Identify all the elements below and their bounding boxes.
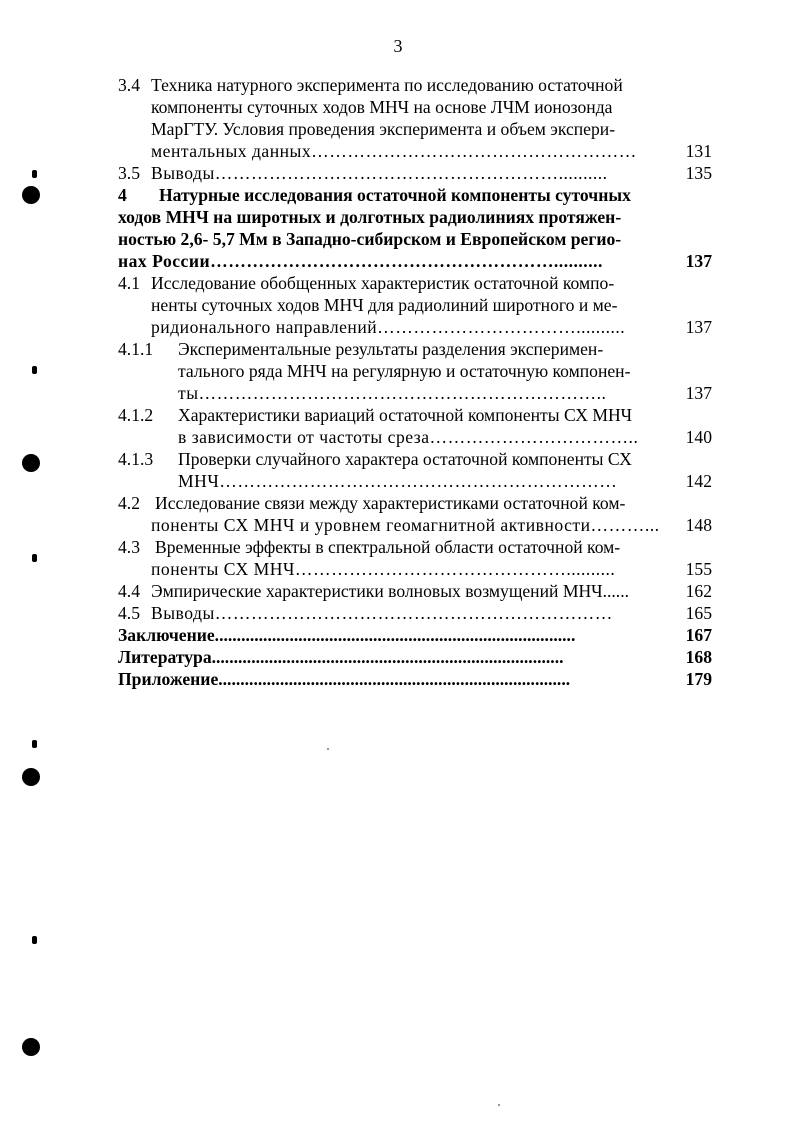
toc-line: Исследование связи между характеристиками остаточной ком- bbox=[155, 493, 626, 513]
scan-speck bbox=[498, 1104, 500, 1106]
toc-entry-page: 135 bbox=[685, 163, 712, 183]
toc-line: Техника натурного эксперимента по исследованию остаточной bbox=[151, 75, 623, 95]
toc-entry-page: 168 bbox=[685, 647, 712, 667]
toc-entry-title bbox=[118, 338, 712, 404]
toc-line: Выводы………………………………………………………… bbox=[151, 603, 613, 623]
toc-line: ментальных данных……………………………………………… bbox=[151, 141, 637, 161]
toc-entry-4-5 bbox=[118, 602, 712, 624]
toc-line: Характеристики вариаций остаточной компоненты СХ МНЧ bbox=[178, 405, 633, 425]
toc-line: поненты СХ МНЧ……………………………………….......... bbox=[151, 559, 616, 579]
binder-hole bbox=[22, 454, 40, 472]
toc-entry-4-3 bbox=[118, 536, 712, 580]
toc-entry-number: 4.1 bbox=[118, 273, 140, 293]
toc-entry-page: 165 bbox=[685, 603, 712, 623]
toc-entry-title bbox=[118, 624, 712, 646]
toc-entry-title bbox=[118, 74, 712, 162]
toc-entry-title bbox=[118, 272, 712, 338]
toc-entry-page: 140 bbox=[685, 427, 712, 447]
toc-line: Исследование обобщенных характеристик остаточной компо- bbox=[151, 273, 615, 293]
binder-hole bbox=[22, 1038, 40, 1056]
toc-entry-4-1-2 bbox=[118, 404, 712, 448]
toc-line: ридионального направлений…………………………….......... bbox=[151, 317, 626, 337]
scan-mark bbox=[32, 740, 37, 748]
toc-entry-4-1 bbox=[118, 272, 712, 338]
scan-speck bbox=[327, 748, 329, 750]
toc-entry-4-1-1 bbox=[118, 338, 712, 404]
toc-line: тального ряда МНЧ на регулярную и остаточную компонен- bbox=[178, 361, 631, 381]
toc-entry-title bbox=[118, 646, 712, 668]
toc-entry-title bbox=[118, 668, 712, 690]
toc-entry-page: 137 bbox=[685, 383, 712, 403]
toc-entry-number: 4.4 bbox=[118, 581, 140, 601]
binder-hole bbox=[22, 768, 40, 786]
scan-mark bbox=[32, 366, 37, 374]
toc-line: Экспериментальные результаты разделения эксперимен- bbox=[178, 339, 604, 359]
toc-entry-number: 4 bbox=[118, 185, 127, 205]
toc-entry-number: 4.2 bbox=[118, 493, 140, 513]
toc-entry-title bbox=[118, 184, 712, 272]
toc-line: Заключение.................................................................................. bbox=[118, 625, 576, 645]
toc-line: Временные эффекты в спектральной области остаточной ком- bbox=[155, 537, 621, 557]
toc-line: ты………………………………………………………….. bbox=[178, 383, 607, 403]
scan-mark bbox=[32, 170, 37, 178]
toc-line: Натурные исследования остаточной компоненты суточных bbox=[159, 185, 631, 205]
toc-entry-appendix bbox=[118, 668, 712, 690]
toc-entry-page: 142 bbox=[685, 471, 712, 491]
toc-entry-page: 167 bbox=[685, 625, 712, 645]
toc-entry-title bbox=[118, 602, 712, 624]
toc-entry-page: 148 bbox=[685, 515, 712, 535]
toc-line: Проверки случайного характера остаточной компоненты СХ bbox=[178, 449, 632, 469]
toc-line: Эмпирические характеристики волновых возмущений МНЧ...... bbox=[151, 581, 630, 601]
toc-line: компоненты суточных ходов МНЧ на основе ЛЧМ ионозонда bbox=[151, 97, 613, 117]
toc-entry-title bbox=[118, 404, 712, 448]
toc-entry-4 bbox=[118, 184, 712, 272]
toc-entry-3-4 bbox=[118, 74, 712, 162]
toc-entry-page: 179 bbox=[685, 669, 712, 689]
toc-line: ненты суточных ходов МНЧ для радиолиний широтного и ме- bbox=[151, 295, 618, 315]
toc-entry-number: 4.1.3 bbox=[118, 449, 154, 469]
toc-entry-4-1-3 bbox=[118, 448, 712, 492]
toc-entry-page: 131 bbox=[685, 141, 712, 161]
toc-entry-page: 162 bbox=[685, 581, 712, 601]
scan-mark bbox=[32, 936, 37, 944]
toc-line: в зависимости от частоты среза…………………………….. bbox=[178, 427, 639, 447]
toc-line: нах России………………………………………………….......... bbox=[118, 251, 603, 271]
toc-line: Литература................................................................................ bbox=[118, 647, 564, 667]
toc-entry-page: 137 bbox=[685, 251, 712, 271]
toc-entry-number: 4.1.1 bbox=[118, 339, 154, 359]
binder-hole bbox=[22, 186, 40, 204]
toc-entry-number: 4.5 bbox=[118, 603, 140, 623]
toc-entry-number: 3.5 bbox=[118, 163, 140, 183]
toc-line: Выводы………………………………………………….......... bbox=[151, 163, 608, 183]
scan-mark bbox=[32, 554, 37, 562]
toc-entry-title bbox=[118, 536, 712, 580]
toc-line: ностью 2,6- 5,7 Мм в Западно-сибирском и Европейском регио- bbox=[118, 229, 622, 249]
toc-line: Приложение................................................................................ bbox=[118, 669, 571, 689]
toc-entry-4-4 bbox=[118, 580, 712, 602]
toc-entry-title bbox=[118, 492, 712, 536]
toc-line: ходов МНЧ на широтных и долготных радиолиниях протяжен- bbox=[118, 207, 622, 227]
toc-entry-number: 3.4 bbox=[118, 75, 140, 95]
table-of-contents bbox=[118, 74, 712, 690]
toc-line: МарГТУ. Условия проведения эксперимента и объем экспери- bbox=[151, 119, 616, 139]
toc-entry-number: 4.3 bbox=[118, 537, 140, 557]
toc-entry-title bbox=[118, 448, 712, 492]
toc-line: МНЧ………………………………………………………… bbox=[178, 471, 618, 491]
page-number: 3 bbox=[393, 36, 403, 56]
toc-entry-references bbox=[118, 646, 712, 668]
toc-line: поненты СХ МНЧ и уровнем геомагнитной активности………... bbox=[151, 515, 660, 535]
toc-entry-page: 155 bbox=[685, 559, 712, 579]
toc-entry-conclusion bbox=[118, 624, 712, 646]
toc-entry-title bbox=[118, 580, 712, 602]
toc-entry-number: 4.1.2 bbox=[118, 405, 154, 425]
toc-entry-3-5 bbox=[118, 162, 712, 184]
toc-entry-page: 137 bbox=[685, 317, 712, 337]
toc-entry-4-2 bbox=[118, 492, 712, 536]
toc-entry-title bbox=[118, 162, 712, 184]
